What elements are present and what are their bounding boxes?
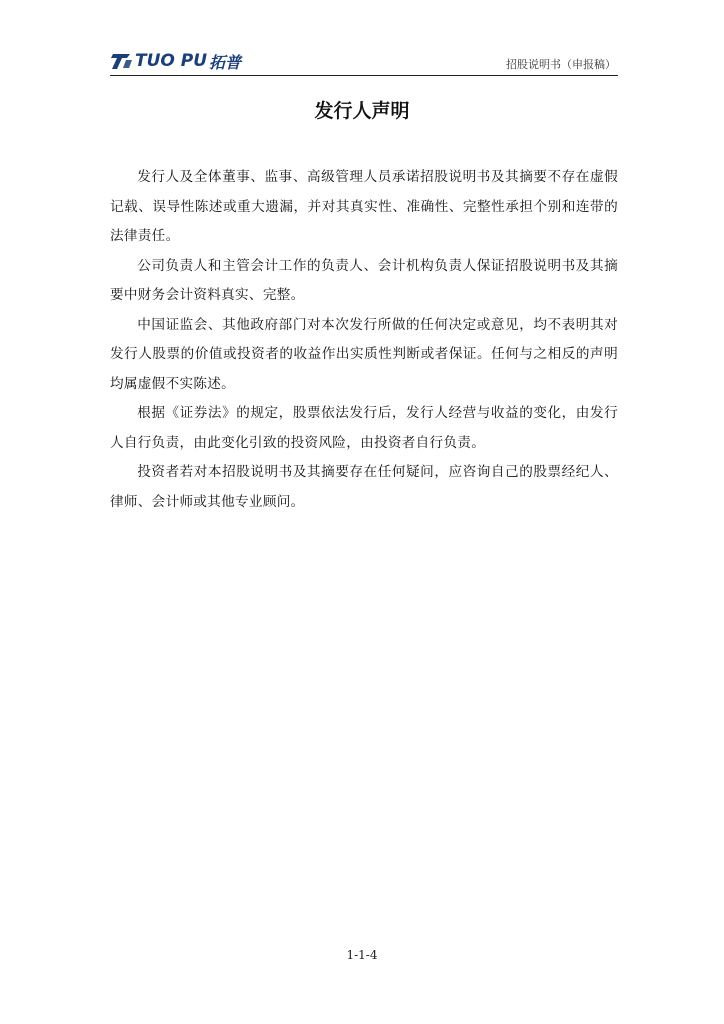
paragraph-2: 公司负责人和主管会计工作的负责人、会计机构负责人保证招股说明书及其摘要中财务会计资料真实、完整。 <box>110 257 618 303</box>
statement-body <box>110 163 618 517</box>
logo-chinese-text: 拓普 <box>209 52 242 72</box>
paragraph-1: 发行人及全体董事、监事、高级管理人员承诺招股说明书及其摘要不存在虚假记载、误导性陈述或重大遗漏，并对其真实性、准确性、完整性承担个别和连带的法律责任。 <box>110 169 618 244</box>
paragraph-3: 中国证监会、其他政府部门对本次发行所做的任何决定或意见，均不表明其对发行人股票的价值或投资者的收益作出实质性判断或者保证。任何与之相反的声明均属虚假不实陈述。 <box>110 316 618 392</box>
company-logo <box>110 50 241 72</box>
paragraph-5: 投资者若对本招股说明书及其摘要存在任何疑问，应咨询自己的股票经纪人、律师、会计师或其他专业顾问。 <box>110 464 618 510</box>
paragraph-4: 根据《证券法》的规定，股票依法发行后，发行人经营与收益的变化，由发行人自行负责，由此变化引致的投资风险，由投资者自行负责。 <box>110 405 618 451</box>
page-header <box>110 46 618 76</box>
page-number: 1-1-4 <box>346 948 378 962</box>
tuopu-logo-icon <box>110 51 134 71</box>
header-divider <box>110 75 618 76</box>
logo-text: TUO PU <box>135 51 208 71</box>
page-title: 发行人声明 <box>314 100 410 122</box>
document-label: 招股说明书（申报稿） <box>506 58 616 71</box>
